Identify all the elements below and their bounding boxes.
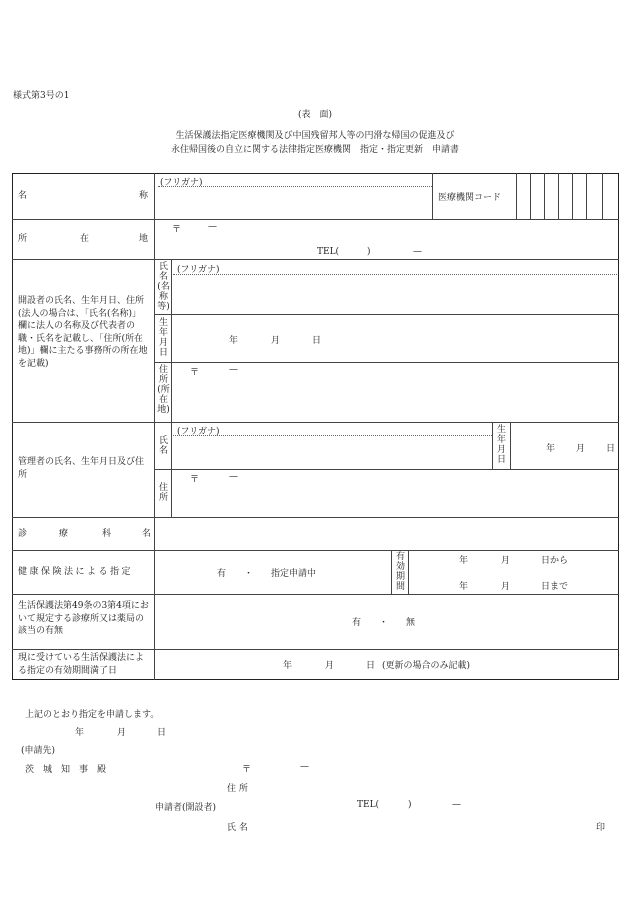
current-expiry-input[interactable] — [156, 651, 276, 678]
manager-name-input[interactable] — [173, 437, 491, 468]
form-number: 様式第3号の1 — [13, 91, 70, 101]
current-expiry-label: 現に受けている生活保護法による指定の有効期間満了日 — [18, 653, 145, 676]
validity-to-year: 年 — [459, 582, 469, 592]
manager-birth-day: 日 — [606, 444, 616, 454]
manager-label: 管理者の氏名、生年月日及び住所 — [18, 457, 145, 480]
side-label: (表 面) — [297, 110, 333, 120]
manager-postal-mark: 〒 — [190, 475, 200, 485]
applicant-tel-dash: — — [452, 800, 461, 810]
founder-postal-mark: 〒 — [190, 368, 200, 378]
manager-postal-dash: — — [229, 472, 238, 482]
founder-postal-dash: — — [229, 365, 238, 375]
founder-address-sublabel: 住所(所在地) — [157, 365, 170, 415]
applicant-name-label: 氏 名 — [227, 823, 248, 833]
applicant-address-label: 住 所 — [227, 784, 248, 794]
welfare-clause-label: 生活保護法第49条の3第4項において規定する診療所又は薬局の該当の有無 — [18, 601, 149, 636]
validity-to-suffix: 日まで — [541, 582, 569, 592]
request-date-input[interactable] — [40, 722, 180, 738]
manager-furigana-label: (フリガナ) — [177, 427, 220, 437]
manager-birth-input[interactable] — [512, 424, 617, 468]
founder-label: 開設者の氏名、生年月日、住所 (法人の場合は、「氏名(名称)」欄に法人の名称及び代表者の職・氏名を記載し、「住所(所在地)」欄に主たる事務所の所在地を記載) — [18, 296, 148, 369]
applicant-tel-close: ) — [408, 800, 412, 810]
department-input[interactable] — [156, 519, 616, 549]
title-line-2: 永住帰国後の自立に関する法律指定医療機関 指定・指定更新 申請書 — [170, 145, 459, 155]
manager-address-sublabel: 住所 — [158, 483, 168, 503]
seal-mark: 印 — [596, 823, 606, 833]
applicant-postal-mark: 〒 — [242, 765, 252, 775]
current-expiry-day: 日 — [366, 661, 376, 671]
address-tel-dash: — — [413, 247, 422, 257]
institution-code-label: 医療機関コード — [438, 193, 502, 203]
address-input-area[interactable] — [156, 221, 616, 258]
founder-address-input[interactable] — [173, 364, 617, 421]
name-input-area[interactable] — [156, 188, 431, 218]
manager-birth-month: 月 — [576, 444, 586, 454]
manager-name-sublabel: 氏名 — [158, 436, 168, 456]
founder-name-sublabel: 氏名(名称等) — [157, 262, 170, 312]
name-furigana-label: (フリガナ) — [160, 178, 203, 188]
validity-from-month: 月 — [501, 556, 511, 566]
welfare-clause-value[interactable]: 有 ・ 無 — [352, 618, 416, 628]
founder-name-input[interactable] — [173, 276, 617, 313]
founder-birth-day: 日 — [312, 336, 322, 346]
request-day: 日 — [157, 728, 167, 738]
manager-address-input[interactable] — [173, 471, 617, 516]
address-label: 所 在 地 — [18, 234, 148, 244]
recipient-label: (申請先) — [21, 746, 56, 756]
founder-birth-input[interactable] — [173, 316, 617, 361]
applicant-postal-dash: — — [300, 762, 309, 772]
health-insurance-value[interactable]: 有 ・ 指定申請中 — [217, 569, 317, 579]
request-month: 月 — [117, 728, 127, 738]
validity-to-month: 月 — [501, 582, 511, 592]
health-insurance-label: 健康保険法による指定 — [18, 567, 134, 577]
governor-label: 茨 城 知 事 殿 — [25, 765, 107, 775]
founder-birth-sublabel: 生年月日 — [158, 318, 168, 358]
manager-birth-sublabel: 生年月日 — [496, 425, 506, 465]
manager-birth-year: 年 — [546, 444, 556, 454]
request-text: 上記のとおり指定を申請します。 — [25, 710, 160, 720]
validity-from-suffix: 日から — [541, 556, 569, 566]
request-year: 年 — [75, 728, 85, 738]
applicant-address-input[interactable] — [260, 778, 610, 794]
validity-from-year: 年 — [459, 556, 469, 566]
applicant-label: 申請者(開設者) — [155, 803, 217, 813]
applicant-name-input[interactable] — [260, 817, 590, 833]
address-postal-mark: 〒 — [172, 225, 182, 235]
institution-code-boxes[interactable] — [516, 173, 618, 219]
address-tel-label: TEL( — [317, 247, 340, 257]
applicant-tel-label: TEL( — [357, 800, 380, 810]
founder-furigana-label: (フリガナ) — [177, 265, 220, 275]
name-label: 名 称 — [18, 191, 148, 201]
title-line-1: 生活保護法指定医療機関及び中国残留邦人等の円滑な帰国の促進及び — [175, 131, 455, 141]
founder-birth-month: 月 — [271, 336, 281, 346]
address-postal-dash: — — [208, 222, 217, 232]
validity-period-input[interactable] — [410, 551, 617, 593]
current-expiry-month: 月 — [325, 661, 335, 671]
founder-birth-year: 年 — [229, 336, 239, 346]
address-tel-close: ) — [367, 247, 371, 257]
validity-period-label: 有効期間 — [395, 552, 405, 592]
current-expiry-note: (更新の場合のみ記載) — [382, 661, 471, 671]
current-expiry-year: 年 — [283, 661, 293, 671]
